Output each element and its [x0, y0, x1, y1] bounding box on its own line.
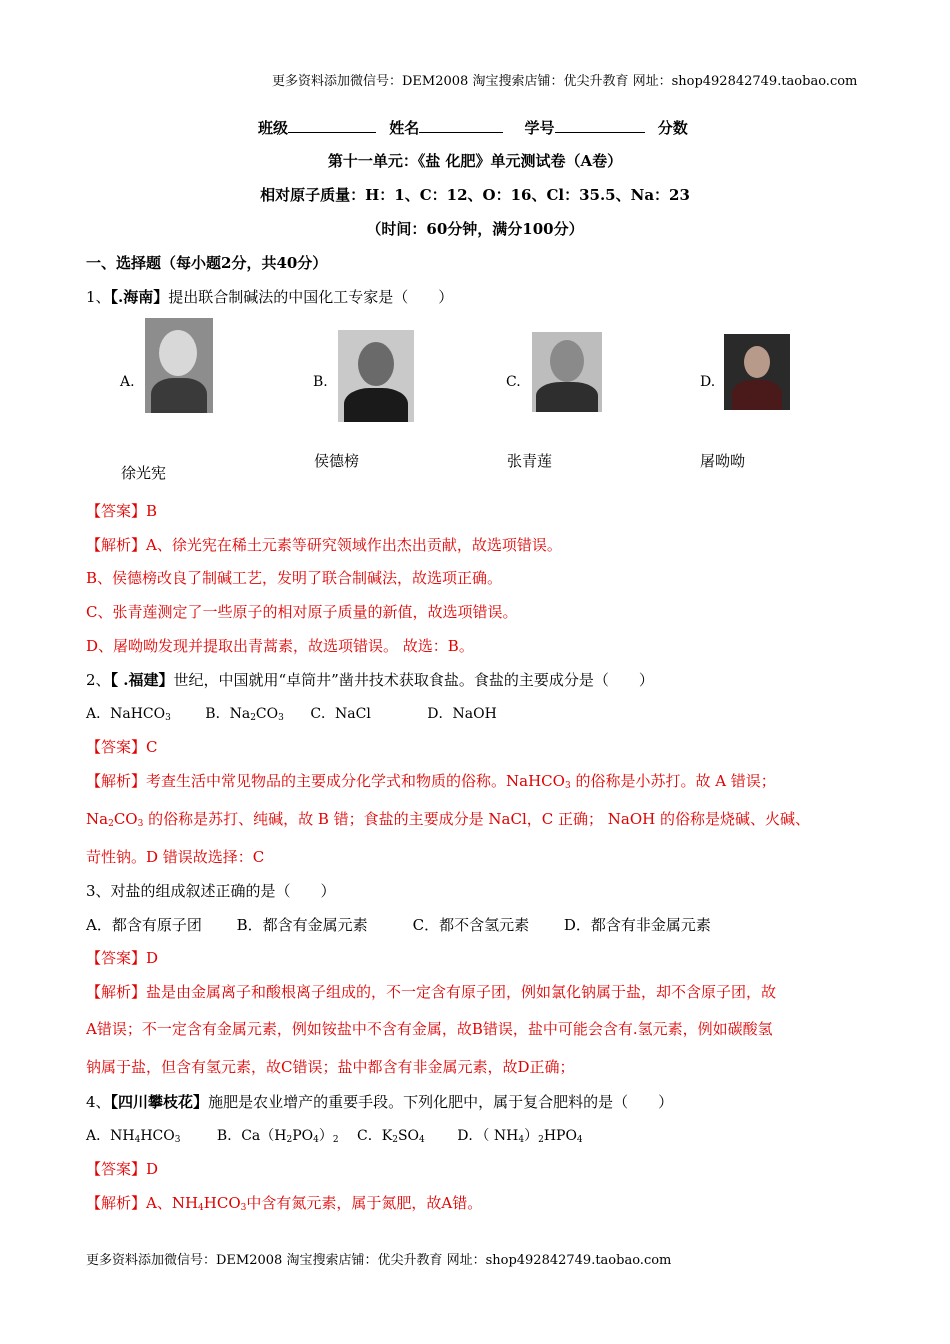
page-header: 更多资料添加微信号：DEM2008 淘宝搜索店铺：优尖升教育 网址：shop492842749.taobao.com [272, 74, 858, 89]
q1-option-c-label: C. [506, 374, 521, 390]
q2-analysis-part: 【解析】考查生活中常见物品的主要成分化学式和物质的俗称。NaHCO [86, 772, 565, 790]
q2-option-b: B．Na [205, 706, 251, 722]
q1-option-a-name: 徐光宪 [121, 464, 167, 482]
class-label: 班级 [258, 119, 289, 137]
q1-number: 1、 [86, 288, 111, 306]
portrait-d-image [724, 334, 790, 410]
q4-text: 施肥是农业增产的重要手段。下列化肥中，属于复合肥料的是（ ） [208, 1093, 674, 1111]
q2-options: A．NaHCO$_3$ B．$Na_2CO_3$ C．NaCl D．NaOH [86, 706, 497, 723]
time-info: （时间：60分钟，满分100分） [366, 220, 584, 238]
q1-analysis-line: 【解析】A、徐光宪在稀土元素等研究领域作出杰出贡献，故选项错误。 [86, 536, 562, 554]
q1-option-b-name: 侯德榜 [314, 452, 360, 470]
q1-analysis-line: B、侯德榜改良了制碱工艺，发明了联合制碱法，故选项正确。 [86, 569, 503, 587]
q1-option-d-label: D. [700, 374, 716, 390]
q2-text: 世纪，中国就用“卓筒井”凿井技术获取食盐。食盐的主要成分是（ ） [173, 671, 654, 689]
q2-analysis-part: 的俗称是苏打、纯碱，故 B 错；食盐的主要成分是 NaCl，C 正确； NaOH 的俗称是烧碱、火碱、 [143, 810, 810, 828]
q4-source: 【四川攀枝花】 [110, 1093, 209, 1111]
q1-option-d-name: 屠呦呦 [700, 452, 746, 470]
q4-option-a: A．$NH_4HCO_3$ [86, 1128, 181, 1145]
q3-analysis-line: A错误；不一定含有金属元素，例如铵盐中不含有金属，故B错误，盐中可能会含有.氢元素，例如碳酸氢 [86, 1020, 773, 1038]
q4-answer: 【答案】D [86, 1160, 159, 1178]
portrait-a-image [145, 318, 213, 413]
q1-analysis-line: D、屠呦呦发现并提取出青蒿素，故选项错误。 故选：B。 [86, 637, 474, 655]
id-blank[interactable] [555, 118, 645, 133]
q2-analysis-line: 苛性钠。D 错误故选择：C [86, 848, 265, 866]
q2-option-d: D．NaOH [427, 706, 497, 722]
q4-option-b: B．$Ca(H_2PO_4)_2$ [216, 1128, 339, 1145]
q3-options: A．都含有原子团 B．都含有金属元素 C．都不含氢元素 D．都含有非金属元素 [86, 916, 711, 934]
q4-analysis-part: 中含有氮元素，属于氮肥，故A错。 [246, 1194, 483, 1212]
q1-option-c-name: 张青莲 [507, 452, 553, 470]
q2-option-a: A．NaHCO [86, 706, 166, 722]
score-label: 分数 [657, 119, 688, 137]
q4-options [86, 1125, 583, 1145]
q3-analysis-line: 【解析】盐是由金属离子和酸根离子组成的，不一定含有原子团，例如氯化钠属于盐，却不含原子团，故 [86, 983, 777, 1001]
q2-number: 2、 [86, 671, 111, 689]
q3-analysis-line: 钠属于盐，但含有氢元素，故C错误；盐中都含有非金属元素，故D正确； [86, 1058, 575, 1076]
question-2 [86, 669, 654, 690]
q3-text: 3、对盐的组成叙述正确的是（ ） [86, 882, 336, 900]
q1-text: 提出联合制碱法的中国化工专家是（ ） [168, 288, 454, 306]
name-label: 姓名 [389, 119, 420, 137]
id-label: 学号 [524, 119, 555, 137]
q1-source: 【.海南】 [110, 288, 169, 306]
q3-answer: 【答案】D [86, 949, 159, 967]
q1-option-a-label: A. [120, 374, 135, 390]
portrait-c-image [532, 332, 602, 412]
page-footer: 更多资料添加微信号：DEM2008 淘宝搜索店铺：优尖升教育 网址：shop492842749.taobao.com [86, 1253, 672, 1268]
atomic-mass: 相对原子质量：H：1、C：12、O：16、Cl：35.5、Na：23 [260, 186, 690, 204]
q4-option-c: C．$K_2SO_4$ [357, 1128, 425, 1145]
q1-analysis-line: C、张青莲测定了一些原子的相对原子质量的新值，故选项错误。 [86, 603, 518, 621]
q2-option-c: C．NaCl [310, 706, 371, 722]
q2-analysis-part: 的俗称是小苏打。故 A 错误； [570, 772, 776, 790]
form-line [258, 117, 688, 138]
q2-analysis-line: $Na_2CO_3$ 的俗称是苏打、纯碱，故 B 错；食盐的主要成分是 NaCl，C 正确； NaOH 的俗称是烧碱、火碱、 [86, 810, 810, 829]
class-blank[interactable] [288, 118, 376, 133]
q2-analysis-line: 【解析】考查生活中常见物品的主要成分化学式和物质的俗称。NaHCO$_3$ 的俗称是小苏打。故 A 错误； [86, 772, 776, 791]
q4-analysis-line: 【解析】A、$NH_4HCO_3$中含有氮元素，属于氮肥，故A错。 [86, 1194, 483, 1213]
q1-answer: 【答案】B [86, 502, 158, 520]
q2-answer: 【答案】C [86, 738, 158, 756]
q4-option-d: D．（ $NH_4)_2HPO_4$ [457, 1128, 583, 1145]
question-1 [86, 286, 453, 307]
question-4 [86, 1091, 673, 1112]
section-title: 一、选择题（每小题2分，共40分） [86, 254, 328, 272]
page-title: 第十一单元：《盐 化肥》单元测试卷（A卷） [327, 152, 623, 170]
q1-option-b-label: B. [313, 374, 328, 390]
q4-analysis-part: 【解析】A、NH [86, 1194, 199, 1212]
name-blank[interactable] [419, 118, 503, 133]
q4-number: 4、 [86, 1093, 111, 1111]
q2-source: 【 .福建】 [110, 671, 174, 689]
q2-analysis-part: Na [86, 810, 109, 828]
portrait-b-image [338, 330, 414, 422]
